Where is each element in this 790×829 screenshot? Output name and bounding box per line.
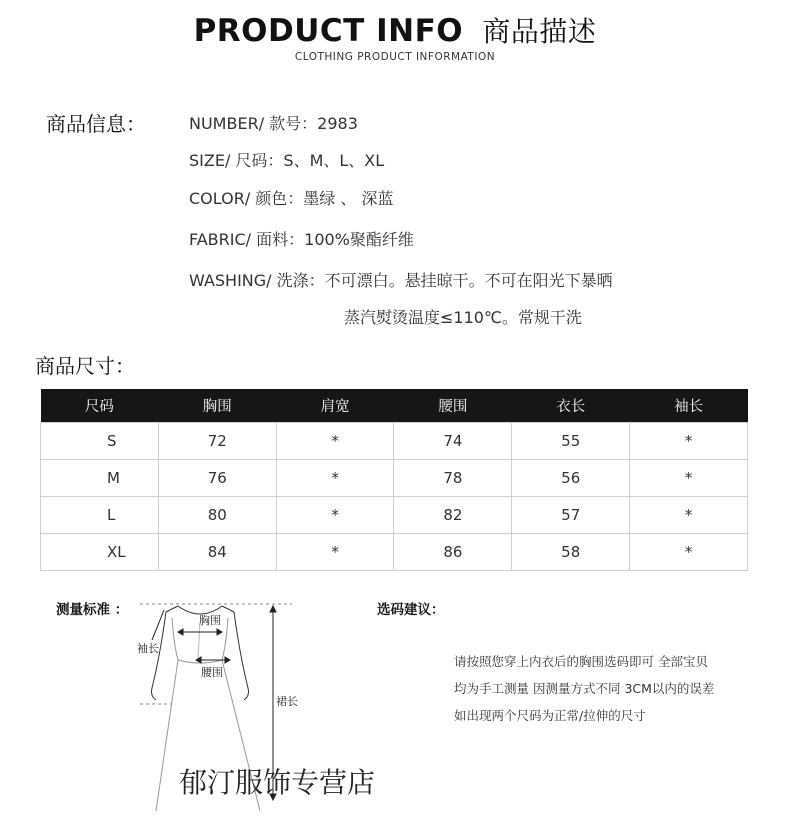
product-info-heading: 商品信息： <box>46 112 146 136</box>
cell-sleeve: * <box>630 497 748 534</box>
product-sizes: SIZE/ 尺码：S、M、L、XL <box>189 151 385 170</box>
table-row <box>41 534 748 571</box>
product-number: NUMBER/ 款号：2983 <box>189 114 358 133</box>
cell-length: 55 <box>512 423 630 460</box>
waist-label: 腰围 <box>201 666 223 679</box>
cell-size: XL <box>41 534 159 571</box>
table-row <box>41 497 748 534</box>
cell-chest: 72 <box>158 423 276 460</box>
cell-waist: 86 <box>394 534 512 571</box>
advice-line: 请按照您穿上内衣后的胸围选码即可 全部宝贝 <box>454 654 708 669</box>
cell-waist: 74 <box>394 423 512 460</box>
size-table <box>40 389 748 571</box>
product-colors: COLOR/ 颜色：墨绿 、 深蓝 <box>189 189 394 208</box>
header-waist: 腰围 <box>394 389 512 423</box>
size-table-header <box>41 389 748 423</box>
advice-line: 如出现两个尺码为正常/拉伸的尺寸 <box>454 708 646 723</box>
header-sleeve: 袖长 <box>630 389 748 423</box>
advice-line: 均为手工测量 因测量方式不同 3CM以内的误差 <box>454 681 715 696</box>
header-chest: 胸围 <box>158 389 276 423</box>
cell-sleeve: * <box>630 460 748 497</box>
size-chart-heading: 商品尺寸： <box>35 354 135 378</box>
cell-size: L <box>41 497 159 534</box>
cell-shoulder: * <box>276 423 394 460</box>
dress-right-sleeve <box>222 606 249 700</box>
cell-size: S <box>41 423 159 460</box>
product-washing: WASHING/ 洗涤：不可漂白。悬挂晾干。不可在阳光下暴晒 <box>189 271 613 290</box>
cell-size: M <box>41 460 159 497</box>
title-cn: 商品描述 <box>482 15 597 48</box>
size-advice-label: 选码建议： <box>377 602 445 618</box>
table-row <box>41 423 748 460</box>
length-label: 裙长 <box>276 695 298 708</box>
cell-chest: 76 <box>158 460 276 497</box>
product-washing-cont: 蒸汽熨烫温度≤110℃。常规干洗 <box>344 308 582 327</box>
cell-shoulder: * <box>276 497 394 534</box>
cell-sleeve: * <box>630 534 748 571</box>
page-subtitle: CLOTHING PRODUCT INFORMATION <box>294 51 496 63</box>
cell-waist: 82 <box>394 497 512 534</box>
header-shoulder: 肩宽 <box>276 389 394 423</box>
dress-left-body <box>156 618 178 811</box>
cell-chest: 84 <box>158 534 276 571</box>
header-length: 衣长 <box>512 389 630 423</box>
header-size: 尺码 <box>41 389 159 423</box>
cell-length: 57 <box>512 497 630 534</box>
cell-length: 56 <box>512 460 630 497</box>
table-row <box>41 460 748 497</box>
cell-shoulder: * <box>276 460 394 497</box>
cell-shoulder: * <box>276 534 394 571</box>
title-en: PRODUCT INFO <box>193 13 464 49</box>
cell-waist: 78 <box>394 460 512 497</box>
chest-label: 胸围 <box>199 614 221 627</box>
cell-length: 58 <box>512 534 630 571</box>
shop-watermark: 郁汀服饰专营店 <box>179 766 376 799</box>
cell-chest: 80 <box>158 497 276 534</box>
measurement-label: 测量标准 ： <box>56 602 129 618</box>
page-title <box>0 10 790 50</box>
cell-sleeve: * <box>630 423 748 460</box>
product-fabric: FABRIC/ 面料：100%聚酯纤维 <box>189 230 414 249</box>
sleeve-label: 袖长 <box>137 642 159 655</box>
